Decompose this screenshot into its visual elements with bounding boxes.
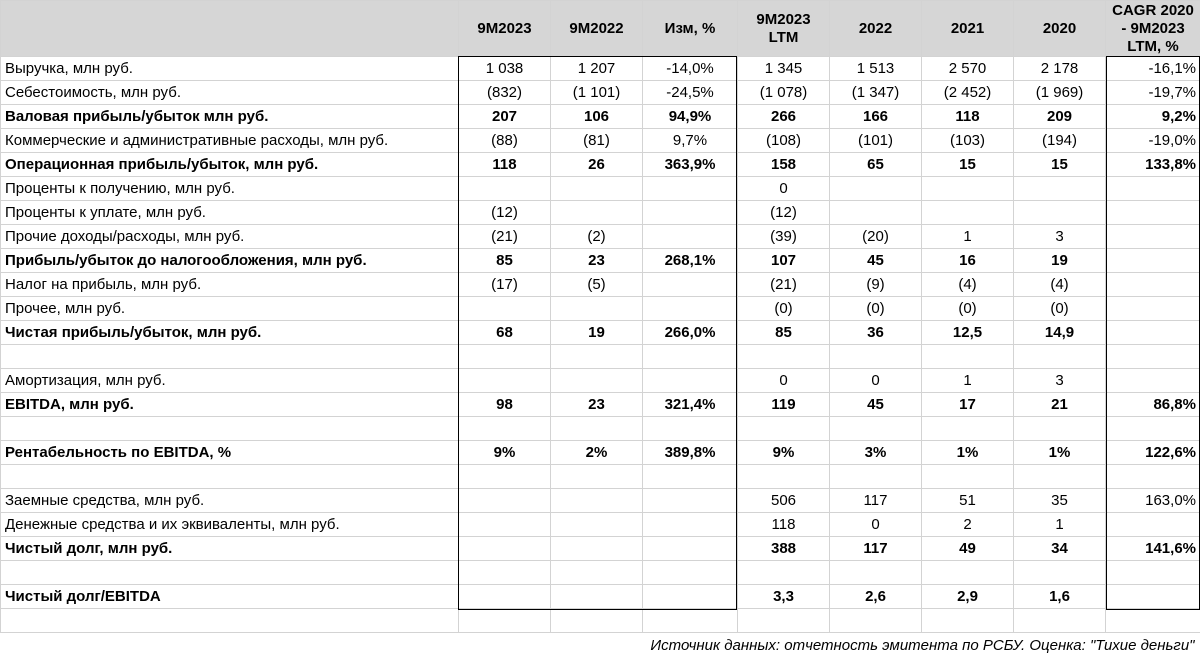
table-cell bbox=[643, 489, 738, 513]
table-row bbox=[1, 369, 1200, 393]
table-cell: 166 bbox=[830, 105, 922, 129]
table-row bbox=[1, 129, 1200, 153]
row-label: Чистая прибыль/убыток, млн руб. bbox=[1, 321, 459, 345]
row-label: Прочие доходы/расходы, млн руб. bbox=[1, 225, 459, 249]
table-cell bbox=[922, 609, 1014, 633]
table-cell: 1,6 bbox=[1014, 585, 1106, 609]
row-label: Проценты к уплате, млн руб. bbox=[1, 201, 459, 225]
header-cell-label bbox=[1, 1, 459, 57]
table-cell bbox=[1106, 369, 1200, 393]
table-cell: (12) bbox=[459, 201, 551, 225]
table-cell: 266,0% bbox=[643, 321, 738, 345]
table-cell bbox=[1014, 561, 1106, 585]
table-cell: 119 bbox=[738, 393, 830, 417]
row-label: Прибыль/убыток до налогообложения, млн руб. bbox=[1, 249, 459, 273]
table-cell: 2,9 bbox=[922, 585, 1014, 609]
row-label: Чистый долг/EBITDA bbox=[1, 585, 459, 609]
table-cell: 1% bbox=[922, 441, 1014, 465]
table-cell: (1 347) bbox=[830, 81, 922, 105]
row-label: Амортизация, млн руб. bbox=[1, 369, 459, 393]
table-row bbox=[1, 441, 1200, 465]
row-label: Валовая прибыль/убыток млн руб. bbox=[1, 105, 459, 129]
table-cell: 45 bbox=[830, 249, 922, 273]
table-cell bbox=[643, 465, 738, 489]
table-cell bbox=[738, 609, 830, 633]
row-label: Операционная прибыль/убыток, млн руб. bbox=[1, 153, 459, 177]
table-cell bbox=[459, 489, 551, 513]
table-row bbox=[1, 105, 1200, 129]
table-cell bbox=[738, 417, 830, 441]
header-cell: 9M2022 bbox=[551, 1, 643, 57]
table-cell bbox=[551, 417, 643, 441]
table-cell: (2 452) bbox=[922, 81, 1014, 105]
table-row bbox=[1, 177, 1200, 201]
header-cell: 9M2023 LTM bbox=[738, 1, 830, 57]
table-cell bbox=[551, 297, 643, 321]
table-cell bbox=[830, 177, 922, 201]
table-row bbox=[1, 225, 1200, 249]
table-cell: 363,9% bbox=[643, 153, 738, 177]
table-cell bbox=[459, 537, 551, 561]
table-cell: 207 bbox=[459, 105, 551, 129]
table-cell bbox=[830, 609, 922, 633]
table-row bbox=[1, 345, 1200, 369]
table-cell bbox=[1106, 177, 1200, 201]
table-cell bbox=[459, 177, 551, 201]
table-cell: 85 bbox=[459, 249, 551, 273]
table-row bbox=[1, 57, 1200, 81]
table-cell bbox=[643, 417, 738, 441]
table-cell: 19 bbox=[1014, 249, 1106, 273]
table-cell: 34 bbox=[1014, 537, 1106, 561]
table-cell bbox=[1106, 201, 1200, 225]
table-cell: 3% bbox=[830, 441, 922, 465]
table-cell bbox=[830, 417, 922, 441]
table-cell: (0) bbox=[922, 297, 1014, 321]
table-cell: (108) bbox=[738, 129, 830, 153]
table-cell: 118 bbox=[459, 153, 551, 177]
table-cell bbox=[643, 273, 738, 297]
table-cell: 0 bbox=[830, 369, 922, 393]
header-cell: CAGR 2020 - 9M2023 LTM, % bbox=[1106, 1, 1200, 57]
table-row bbox=[1, 465, 1200, 489]
table-cell: (1 969) bbox=[1014, 81, 1106, 105]
table-cell bbox=[738, 465, 830, 489]
row-label: Проценты к получению, млн руб. bbox=[1, 177, 459, 201]
table-cell bbox=[551, 561, 643, 585]
table-cell bbox=[551, 201, 643, 225]
table-cell: (21) bbox=[738, 273, 830, 297]
table-cell bbox=[922, 345, 1014, 369]
table-cell: 0 bbox=[830, 513, 922, 537]
row-label bbox=[1, 609, 459, 633]
table-cell bbox=[1014, 465, 1106, 489]
table-cell: (194) bbox=[1014, 129, 1106, 153]
table-cell bbox=[1106, 345, 1200, 369]
header-cell: 9M2023 bbox=[459, 1, 551, 57]
table-cell: 1 bbox=[922, 225, 1014, 249]
table-cell: 163,0% bbox=[1106, 489, 1200, 513]
table-cell bbox=[643, 513, 738, 537]
table-cell bbox=[830, 465, 922, 489]
table-cell: (0) bbox=[1014, 297, 1106, 321]
table-cell: 36 bbox=[830, 321, 922, 345]
table-cell: 94,9% bbox=[643, 105, 738, 129]
table-cell bbox=[738, 345, 830, 369]
header-cell: 2021 bbox=[922, 1, 1014, 57]
table-cell: 65 bbox=[830, 153, 922, 177]
row-label: Денежные средства и их эквиваленты, млн руб. bbox=[1, 513, 459, 537]
table-cell: 117 bbox=[830, 537, 922, 561]
table-cell: 268,1% bbox=[643, 249, 738, 273]
table-cell: 158 bbox=[738, 153, 830, 177]
table-cell: 98 bbox=[459, 393, 551, 417]
table-cell bbox=[1106, 225, 1200, 249]
table-cell bbox=[1014, 201, 1106, 225]
table-cell: 14,9 bbox=[1014, 321, 1106, 345]
header-cell: 2020 bbox=[1014, 1, 1106, 57]
table-cell bbox=[922, 561, 1014, 585]
table-cell: 45 bbox=[830, 393, 922, 417]
table-row bbox=[1, 537, 1200, 561]
table-cell: 23 bbox=[551, 249, 643, 273]
table-cell: (39) bbox=[738, 225, 830, 249]
table-cell bbox=[643, 609, 738, 633]
table-cell: (5) bbox=[551, 273, 643, 297]
table-cell: 86,8% bbox=[1106, 393, 1200, 417]
table-cell bbox=[1106, 609, 1200, 633]
table-cell bbox=[1014, 609, 1106, 633]
table-cell bbox=[459, 369, 551, 393]
table-cell: 209 bbox=[1014, 105, 1106, 129]
table-cell bbox=[738, 561, 830, 585]
table-cell: 2,6 bbox=[830, 585, 922, 609]
table-row bbox=[1, 153, 1200, 177]
table-row bbox=[1, 609, 1200, 633]
table-cell: (12) bbox=[738, 201, 830, 225]
table-cell: (4) bbox=[1014, 273, 1106, 297]
table-cell: 118 bbox=[922, 105, 1014, 129]
table-header bbox=[1, 1, 1200, 57]
table-cell bbox=[551, 609, 643, 633]
table-cell: (4) bbox=[922, 273, 1014, 297]
table-cell bbox=[1106, 465, 1200, 489]
table-cell: 9% bbox=[738, 441, 830, 465]
table-cell bbox=[1106, 417, 1200, 441]
table-cell: 0 bbox=[738, 177, 830, 201]
row-label bbox=[1, 465, 459, 489]
table-cell: (1 101) bbox=[551, 81, 643, 105]
table-cell bbox=[459, 561, 551, 585]
row-label: Чистый долг, млн руб. bbox=[1, 537, 459, 561]
table-cell: 1% bbox=[1014, 441, 1106, 465]
table-cell: -19,0% bbox=[1106, 129, 1200, 153]
table-cell: -14,0% bbox=[643, 57, 738, 81]
table-cell bbox=[643, 177, 738, 201]
table-cell: 12,5 bbox=[922, 321, 1014, 345]
row-label: Себестоимость, млн руб. bbox=[1, 81, 459, 105]
table-cell: 2 178 bbox=[1014, 57, 1106, 81]
table-row bbox=[1, 585, 1200, 609]
table-row bbox=[1, 273, 1200, 297]
table-cell: 266 bbox=[738, 105, 830, 129]
table-cell: 15 bbox=[922, 153, 1014, 177]
table-cell bbox=[830, 345, 922, 369]
table-cell bbox=[1106, 273, 1200, 297]
table-cell bbox=[1106, 513, 1200, 537]
table-cell bbox=[1106, 561, 1200, 585]
table-cell bbox=[643, 585, 738, 609]
table-cell: 2% bbox=[551, 441, 643, 465]
table-cell bbox=[1106, 321, 1200, 345]
table-cell: 85 bbox=[738, 321, 830, 345]
table-cell bbox=[551, 537, 643, 561]
table-cell bbox=[643, 297, 738, 321]
table-cell: 1 513 bbox=[830, 57, 922, 81]
table-cell: 388 bbox=[738, 537, 830, 561]
table-cell bbox=[922, 465, 1014, 489]
row-label bbox=[1, 345, 459, 369]
row-label: Налог на прибыль, млн руб. bbox=[1, 273, 459, 297]
table-cell: 118 bbox=[738, 513, 830, 537]
table-cell: 9,7% bbox=[643, 129, 738, 153]
table-cell: 1 bbox=[1014, 513, 1106, 537]
table-cell bbox=[551, 177, 643, 201]
table-cell bbox=[643, 561, 738, 585]
table-cell bbox=[643, 225, 738, 249]
table-cell: 2 570 bbox=[922, 57, 1014, 81]
table-cell: 35 bbox=[1014, 489, 1106, 513]
row-label bbox=[1, 561, 459, 585]
table-cell bbox=[551, 513, 643, 537]
table-cell bbox=[459, 465, 551, 489]
table-cell bbox=[459, 585, 551, 609]
table-cell: 9% bbox=[459, 441, 551, 465]
table-cell bbox=[459, 417, 551, 441]
header-cell: 2022 bbox=[830, 1, 922, 57]
table-cell bbox=[459, 513, 551, 537]
table-cell: 3 bbox=[1014, 369, 1106, 393]
table-cell: 21 bbox=[1014, 393, 1106, 417]
table-cell: 3 bbox=[1014, 225, 1106, 249]
table-cell: 122,6% bbox=[1106, 441, 1200, 465]
table-cell: (81) bbox=[551, 129, 643, 153]
table-cell: 51 bbox=[922, 489, 1014, 513]
table-cell: (1 078) bbox=[738, 81, 830, 105]
row-label: Выручка, млн руб. bbox=[1, 57, 459, 81]
table-cell: (2) bbox=[551, 225, 643, 249]
table-cell bbox=[551, 489, 643, 513]
table-cell: (17) bbox=[459, 273, 551, 297]
table-row bbox=[1, 513, 1200, 537]
table-cell: 23 bbox=[551, 393, 643, 417]
table-cell: 133,8% bbox=[1106, 153, 1200, 177]
table-cell bbox=[1014, 345, 1106, 369]
table-cell: (0) bbox=[738, 297, 830, 321]
table-cell: 321,4% bbox=[643, 393, 738, 417]
table-cell: 19 bbox=[551, 321, 643, 345]
table-cell: 117 bbox=[830, 489, 922, 513]
table-cell: 107 bbox=[738, 249, 830, 273]
row-label: Заемные средства, млн руб. bbox=[1, 489, 459, 513]
table-row bbox=[1, 489, 1200, 513]
table-cell: 389,8% bbox=[643, 441, 738, 465]
table-cell: 17 bbox=[922, 393, 1014, 417]
table-cell bbox=[459, 297, 551, 321]
table-cell bbox=[1014, 177, 1106, 201]
table-cell: 0 bbox=[738, 369, 830, 393]
table-cell bbox=[922, 177, 1014, 201]
table-cell: 1 345 bbox=[738, 57, 830, 81]
table-cell: -24,5% bbox=[643, 81, 738, 105]
table-row bbox=[1, 249, 1200, 273]
table-cell: -16,1% bbox=[1106, 57, 1200, 81]
table-cell bbox=[551, 345, 643, 369]
table-cell bbox=[459, 345, 551, 369]
table-cell: 506 bbox=[738, 489, 830, 513]
table-cell bbox=[830, 561, 922, 585]
table-cell: 49 bbox=[922, 537, 1014, 561]
table-cell: (101) bbox=[830, 129, 922, 153]
table-cell bbox=[1106, 297, 1200, 321]
table-row bbox=[1, 81, 1200, 105]
table-cell: (832) bbox=[459, 81, 551, 105]
table-cell bbox=[459, 609, 551, 633]
table-cell: 1 207 bbox=[551, 57, 643, 81]
table-cell: 16 bbox=[922, 249, 1014, 273]
table-row bbox=[1, 561, 1200, 585]
table-cell: 1 bbox=[922, 369, 1014, 393]
table-cell bbox=[551, 585, 643, 609]
table-row bbox=[1, 321, 1200, 345]
table-row bbox=[1, 393, 1200, 417]
table-cell: 26 bbox=[551, 153, 643, 177]
table-row bbox=[1, 297, 1200, 321]
table-cell: 141,6% bbox=[1106, 537, 1200, 561]
header-cell: Изм, % bbox=[643, 1, 738, 57]
table-cell: (0) bbox=[830, 297, 922, 321]
table-cell bbox=[830, 201, 922, 225]
table-cell: (20) bbox=[830, 225, 922, 249]
table-cell bbox=[643, 369, 738, 393]
row-label bbox=[1, 417, 459, 441]
table-row bbox=[1, 201, 1200, 225]
table-cell bbox=[922, 201, 1014, 225]
source-note: Источник данных: отчетность эмитента по РСБУ. Оценка: "Тихие деньги" bbox=[1, 633, 1200, 657]
row-label: Рентабельность по EBITDA, % bbox=[1, 441, 459, 465]
table-cell: 2 bbox=[922, 513, 1014, 537]
row-label: Коммерческие и административные расходы, млн руб. bbox=[1, 129, 459, 153]
table-cell bbox=[1014, 417, 1106, 441]
table-cell: 3,3 bbox=[738, 585, 830, 609]
table-cell bbox=[922, 417, 1014, 441]
table-cell bbox=[643, 537, 738, 561]
table-row bbox=[1, 417, 1200, 441]
table-cell: 106 bbox=[551, 105, 643, 129]
table-cell: (103) bbox=[922, 129, 1014, 153]
table-cell bbox=[1106, 585, 1200, 609]
table-cell bbox=[643, 345, 738, 369]
table-cell: -19,7% bbox=[1106, 81, 1200, 105]
row-label: Прочее, млн руб. bbox=[1, 297, 459, 321]
table-cell: 1 038 bbox=[459, 57, 551, 81]
row-label: EBITDA, млн руб. bbox=[1, 393, 459, 417]
table-cell bbox=[1106, 249, 1200, 273]
table-cell: 9,2% bbox=[1106, 105, 1200, 129]
table-cell bbox=[551, 465, 643, 489]
table-cell bbox=[551, 369, 643, 393]
table-cell: (9) bbox=[830, 273, 922, 297]
table-cell: (88) bbox=[459, 129, 551, 153]
table-cell: (21) bbox=[459, 225, 551, 249]
table-cell: 68 bbox=[459, 321, 551, 345]
table-cell bbox=[643, 201, 738, 225]
table-cell: 15 bbox=[1014, 153, 1106, 177]
table-body bbox=[1, 57, 1200, 633]
